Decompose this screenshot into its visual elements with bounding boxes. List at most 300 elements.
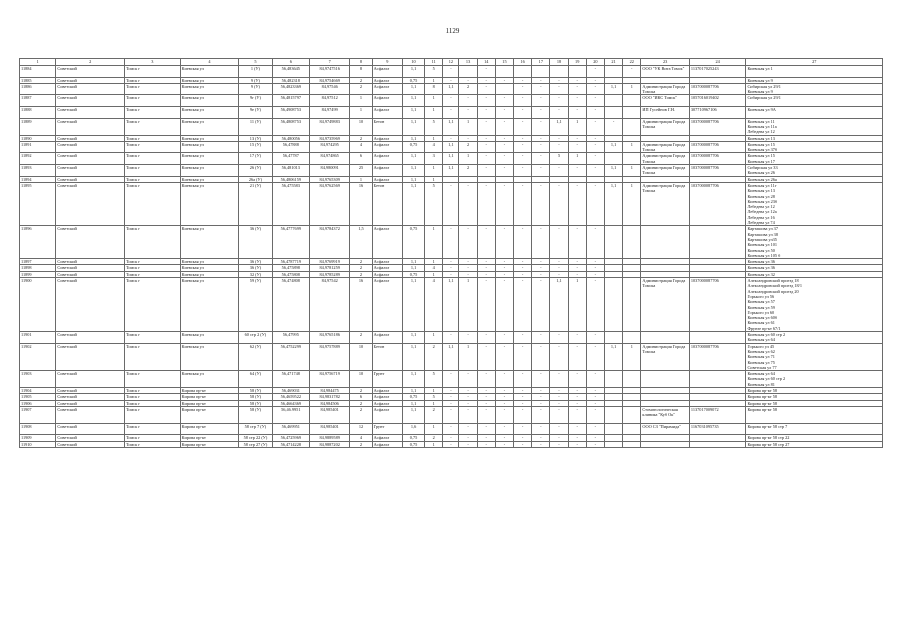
table-cell: 56,481013 xyxy=(272,165,309,177)
table-cell: Кирова пр-кт 58 xyxy=(746,394,883,400)
column-number: 2 xyxy=(56,59,125,66)
table-cell: 17 (У) xyxy=(239,153,272,165)
table-cell: 1037000087706 xyxy=(689,343,746,371)
table-cell: - xyxy=(532,165,550,177)
table-cell: - xyxy=(550,83,568,95)
table-cell: - xyxy=(568,400,586,406)
table-cell: - xyxy=(443,388,459,394)
table-cell: 1137017009072 xyxy=(689,406,746,423)
table-cell: Томск г xyxy=(125,77,181,83)
table-cell: Администрация Города Томска xyxy=(641,118,690,135)
table-cell: ООО "ИКС Томск" xyxy=(641,95,690,107)
table-cell: Киевская ул 36 xyxy=(746,259,883,265)
table-cell: Киевская ул xyxy=(180,77,239,83)
table-cell: 5 xyxy=(425,66,443,78)
table-cell: 11889 xyxy=(20,118,56,135)
table-cell: 1,6 xyxy=(402,423,424,435)
table-cell: 56,4777699 xyxy=(272,226,309,259)
table-cell: 3 xyxy=(425,153,443,165)
table-cell xyxy=(514,66,532,78)
table-cell: Томск г xyxy=(125,226,181,259)
table-cell: - xyxy=(586,153,604,165)
table-cell: 1137017025243 xyxy=(689,66,746,78)
table-cell: 5 xyxy=(425,394,443,400)
table-cell: 58 (У) xyxy=(239,394,272,400)
table-row xyxy=(20,226,883,259)
table-cell: 1 xyxy=(568,278,586,332)
table-cell: Киевская ул 26а xyxy=(746,176,883,182)
table-row xyxy=(20,371,883,388)
table-cell: - xyxy=(568,165,586,177)
table-cell: 9 (У) xyxy=(239,77,272,83)
table-cell: - xyxy=(459,77,477,83)
table-cell: 2 xyxy=(459,141,477,153)
table-cell: Советский xyxy=(56,371,125,388)
table-cell: - xyxy=(532,441,550,447)
table-cell: 84,984506 xyxy=(309,400,349,406)
table-cell: 11892 xyxy=(20,153,56,165)
table-cell: - xyxy=(586,118,604,135)
table-cell: 84,985401 xyxy=(309,406,349,423)
table-cell: 11897 xyxy=(20,259,56,265)
table-cell: 11891 xyxy=(20,141,56,153)
table-cell: Киевская ул 11г Киевская ул 13 Киевская ул 28 Киевская ул 23б Лебедева ул 12 Лебедева ул 12а Лебедева ул 16 Лебедева ул 74 xyxy=(746,182,883,225)
table-cell: - xyxy=(514,441,532,447)
column-number: 12 xyxy=(443,59,459,66)
table-cell: 1,1 xyxy=(443,141,459,153)
table-cell: 1 xyxy=(425,423,443,435)
table-cell: 58 стр 7 (У) xyxy=(239,423,272,435)
table-cell: - xyxy=(477,118,495,135)
table-cell: - xyxy=(532,153,550,165)
table-cell: 1037000087706 xyxy=(689,182,746,225)
table-cell xyxy=(623,153,641,165)
table-cell xyxy=(604,107,622,119)
table-cell: 56,475583 xyxy=(272,182,309,225)
table-cell: 36 (У) xyxy=(239,265,272,271)
table-cell: - xyxy=(586,182,604,225)
table-cell: 1,1 xyxy=(402,118,424,135)
table-cell xyxy=(623,226,641,259)
table-cell: - xyxy=(568,226,586,259)
table-cell: 1 xyxy=(425,95,443,107)
table-cell: Сибирская ул 29/1 xyxy=(746,95,883,107)
table-cell: - xyxy=(477,406,495,423)
table-row xyxy=(20,182,883,225)
column-number: 17 xyxy=(532,59,550,66)
table-cell: Советский xyxy=(56,271,125,277)
table-cell: Киевская ул 64 Киевская ул 60 стр 2 Киевская ул 81 xyxy=(746,371,883,388)
table-cell: - xyxy=(495,226,513,259)
table-cell: 2 xyxy=(350,400,372,406)
table-cell: 84,9765186 xyxy=(309,332,349,344)
table-cell: Советский xyxy=(56,95,125,107)
table-cell: - xyxy=(586,435,604,441)
table-cell: 10 xyxy=(350,118,372,135)
table-cell: 11895 xyxy=(20,182,56,225)
table-cell: 0,75 xyxy=(402,226,424,259)
table-cell: 9е (У) xyxy=(239,107,272,119)
table-cell: - xyxy=(568,271,586,277)
table-cell: - xyxy=(443,271,459,277)
table-cell: 84,9765309 xyxy=(309,176,349,182)
table-cell: 1,1 xyxy=(443,278,459,332)
column-number: 8 xyxy=(350,59,372,66)
table-cell: Томск г xyxy=(125,278,181,332)
table-cell: 1,1 xyxy=(402,153,424,165)
table-cell: - xyxy=(514,83,532,95)
table-cell: - xyxy=(459,400,477,406)
table-cell: - xyxy=(532,77,550,83)
table-cell: Киевская ул xyxy=(180,265,239,271)
table-cell: - xyxy=(550,400,568,406)
table-cell: 84,9831782 xyxy=(309,394,349,400)
table-cell: Горького ул 45 Киевская ул 62 Киевская ул 71 Киевская ул 75 Советская ул 77 xyxy=(746,343,883,371)
table-cell: - xyxy=(586,107,604,119)
table-cell: - xyxy=(586,77,604,83)
table-cell: Советский xyxy=(56,441,125,447)
table-cell: - xyxy=(532,265,550,271)
table-cell: - xyxy=(514,388,532,394)
table-cell: 0,75 xyxy=(402,394,424,400)
column-number: 23 xyxy=(641,59,690,66)
table-cell: Томск г xyxy=(125,394,181,400)
table-cell: - xyxy=(532,423,550,435)
table-cell: 4 xyxy=(425,278,443,332)
column-number: 18 xyxy=(550,59,568,66)
table-cell: Бетон xyxy=(372,118,402,135)
table-cell: - xyxy=(514,95,532,107)
table-cell xyxy=(623,423,641,435)
table-cell: 84,974295 xyxy=(309,141,349,153)
table-cell: - xyxy=(459,95,477,107)
table-cell: - xyxy=(568,107,586,119)
table-cell: - xyxy=(477,182,495,225)
table-cell: - xyxy=(443,66,459,78)
table-cell: Томск г xyxy=(125,388,181,394)
table-cell: 1 xyxy=(425,135,443,141)
table-cell: 2 xyxy=(350,83,372,95)
table-cell: 60 стр 2 (У) xyxy=(239,332,272,344)
table-cell: Томск г xyxy=(125,371,181,388)
table-cell: - xyxy=(514,271,532,277)
table-cell: 2 xyxy=(350,77,372,83)
table-cell: 2 xyxy=(425,435,443,441)
table-cell: 12 xyxy=(350,423,372,435)
table-cell: 84,97542 xyxy=(309,278,349,332)
table-cell: Томск г xyxy=(125,107,181,119)
table-cell: - xyxy=(568,135,586,141)
table-cell: - xyxy=(532,182,550,225)
table-cell xyxy=(495,66,513,78)
table-cell: - xyxy=(443,135,459,141)
table-cell: 84,9784372 xyxy=(309,226,349,259)
table-cell: 1,1 xyxy=(402,259,424,265)
table-cell: 1 xyxy=(425,332,443,344)
table-cell xyxy=(689,371,746,388)
table-cell: 84,97499 xyxy=(309,107,349,119)
table-cell: 56,46.9951 xyxy=(272,406,309,423)
table-cell: - xyxy=(532,226,550,259)
table-cell: 1 xyxy=(623,343,641,371)
table-row xyxy=(20,153,883,165)
table-cell: - xyxy=(443,423,459,435)
table-cell: 4 xyxy=(350,435,372,441)
table-cell: Асфальт xyxy=(372,135,402,141)
table-cell: 58 стр 22 (У) xyxy=(239,435,272,441)
table-row xyxy=(20,118,883,135)
table-cell: Советский xyxy=(56,265,125,271)
table-cell: - xyxy=(550,332,568,344)
table-cell: 25 xyxy=(350,165,372,177)
table-cell: - xyxy=(586,371,604,388)
table-cell: Киевская ул xyxy=(180,153,239,165)
table-cell xyxy=(641,371,690,388)
column-number: 20 xyxy=(586,59,604,66)
table-cell: - xyxy=(495,343,513,371)
table-cell: - xyxy=(514,423,532,435)
table-row xyxy=(20,343,883,371)
table-cell: Томск г xyxy=(125,265,181,271)
table-cell: Кирова пр-кт xyxy=(180,441,239,447)
table-cell: 1 xyxy=(623,165,641,177)
table-cell: 0,75 xyxy=(402,271,424,277)
table-cell: 1 xyxy=(425,271,443,277)
table-cell: - xyxy=(477,226,495,259)
table-cell: 2 xyxy=(350,259,372,265)
table-cell: - xyxy=(443,95,459,107)
table-cell: 1 xyxy=(425,226,443,259)
table-cell: - xyxy=(586,165,604,177)
table-row xyxy=(20,332,883,344)
column-number: 16 xyxy=(514,59,532,66)
table-cell xyxy=(604,278,622,332)
table-cell: - xyxy=(550,265,568,271)
table-cell: - xyxy=(459,423,477,435)
table-row xyxy=(20,141,883,153)
table-cell: 1 xyxy=(425,176,443,182)
table-cell: 1 xyxy=(568,153,586,165)
table-cell: Сибирская ул 33 Киевская ул 26 xyxy=(746,165,883,177)
table-cell: - xyxy=(495,107,513,119)
table-cell: 1037000087706 xyxy=(689,165,746,177)
table-cell: Томск г xyxy=(125,332,181,344)
column-number: 21 xyxy=(604,59,622,66)
table-cell xyxy=(689,226,746,259)
table-cell: - xyxy=(532,107,550,119)
table-cell: Советский xyxy=(56,394,125,400)
table-cell: - xyxy=(443,371,459,388)
table-cell: 11898 xyxy=(20,265,56,271)
table-cell: - xyxy=(568,259,586,265)
table-cell: - xyxy=(586,66,604,78)
table-cell: Советский xyxy=(56,259,125,265)
table-cell: Асфальт xyxy=(372,141,402,153)
table-cell: Томск г xyxy=(125,66,181,78)
table-cell: - xyxy=(550,406,568,423)
table-cell: - xyxy=(495,135,513,141)
table-cell xyxy=(689,441,746,447)
table-cell: 56,47888 xyxy=(272,141,309,153)
table-cell: 1,1 xyxy=(402,406,424,423)
column-number: 19 xyxy=(568,59,586,66)
register-table xyxy=(19,58,883,448)
table-cell: Киевская ул 1 xyxy=(746,66,883,78)
table-row xyxy=(20,95,883,107)
table-cell: 84,9781259 xyxy=(309,265,349,271)
table-cell: Киевская ул 15 Киевская ул 37б xyxy=(746,141,883,153)
table-cell: 1037000087706 xyxy=(689,141,746,153)
table-cell: Томск г xyxy=(125,135,181,141)
table-cell: - xyxy=(532,259,550,265)
table-cell: Киевская ул xyxy=(180,182,239,225)
table-cell: Бетон xyxy=(372,343,402,371)
table-cell: 36 (У) xyxy=(239,226,272,259)
table-cell: - xyxy=(477,95,495,107)
table-cell: Асфальт xyxy=(372,265,402,271)
table-cell: - xyxy=(550,141,568,153)
table-cell xyxy=(623,406,641,423)
table-cell: 84,9762569 xyxy=(309,182,349,225)
table-cell: 58 (У) xyxy=(239,388,272,394)
table-cell: Администрация Города Томска xyxy=(641,165,690,177)
table-cell: ООО "УК Вита Томск" xyxy=(641,66,690,78)
table-cell: 11896 xyxy=(20,226,56,259)
table-cell: - xyxy=(532,95,550,107)
table-cell: Киевская ул 36 xyxy=(746,265,883,271)
table-cell xyxy=(604,423,622,435)
table-cell: Киевская ул xyxy=(180,135,239,141)
table-cell: Кирова пр-кт 58 xyxy=(746,400,883,406)
table-cell: 1,1 xyxy=(402,332,424,344)
table-cell: Советский xyxy=(56,400,125,406)
table-cell xyxy=(623,118,641,135)
table-cell: - xyxy=(443,400,459,406)
table-row xyxy=(20,165,883,177)
table-cell: Томск г xyxy=(125,83,181,95)
table-cell: Александровский проезд 18 Александровский проезд 18/1 Александровский проезд 20 Горького ул 56 Киевская ул 57 Киевская ул 59 Горького ул 60 Киевская ул 60б Киевская ул 61 Фрунзе пр-кт 67/1 xyxy=(746,278,883,332)
table-cell: - xyxy=(477,83,495,95)
table-cell: 1,1 xyxy=(402,278,424,332)
table-cell: 1 xyxy=(623,182,641,225)
table-cell: 1,1 xyxy=(443,165,459,177)
table-cell: 1 xyxy=(459,278,477,332)
table-cell: - xyxy=(586,265,604,271)
column-number: 5 xyxy=(239,59,272,66)
table-cell: - xyxy=(514,265,532,271)
table-cell: - xyxy=(532,394,550,400)
table-cell: Томск г xyxy=(125,343,181,371)
table-cell: 2 xyxy=(459,165,477,177)
table-cell: - xyxy=(568,182,586,225)
table-cell: Советский xyxy=(56,406,125,423)
table-cell: 9 (У) xyxy=(239,83,272,95)
table-cell: - xyxy=(495,332,513,344)
table-cell: Киевская ул 9А xyxy=(746,107,883,119)
table-cell: - xyxy=(477,141,495,153)
table-cell: - xyxy=(477,135,495,141)
table-cell: - xyxy=(495,153,513,165)
table-cell: Киевская ул xyxy=(180,271,239,277)
table-cell: 11905 xyxy=(20,394,56,400)
table-cell: 56,4787719 xyxy=(272,259,309,265)
table-cell: Советский xyxy=(56,118,125,135)
table-cell: Киевская ул 32 xyxy=(746,271,883,277)
table-cell: 1 xyxy=(350,107,372,119)
table-row xyxy=(20,423,883,435)
table-cell: - xyxy=(459,226,477,259)
table-cell: - xyxy=(568,423,586,435)
table-cell: - xyxy=(495,423,513,435)
table-cell: - xyxy=(459,435,477,441)
table-cell: Киевская ул xyxy=(180,343,239,371)
table-cell: - xyxy=(568,343,586,371)
table-cell: - xyxy=(459,265,477,271)
table-cell: - xyxy=(532,388,550,394)
table-cell xyxy=(604,406,622,423)
table-cell: Киевская ул 11 Киевская ул 11а Лебедева ул 12 xyxy=(746,118,883,135)
table-cell: 1,1 xyxy=(550,118,568,135)
table-cell: - xyxy=(477,332,495,344)
table-cell xyxy=(641,332,690,344)
table-cell: 56,469031 xyxy=(272,388,309,394)
table-cell: Советский xyxy=(56,141,125,153)
table-cell: - xyxy=(477,423,495,435)
table-cell xyxy=(568,66,586,78)
table-cell: 84,980091 xyxy=(309,165,349,177)
table-cell: Советский xyxy=(56,278,125,332)
table-cell: 1,1 xyxy=(604,165,622,177)
table-cell: - xyxy=(443,394,459,400)
table-cell: - xyxy=(459,388,477,394)
table-row xyxy=(20,278,883,332)
table-cell: Советский xyxy=(56,182,125,225)
page-number: 1129 xyxy=(445,27,460,35)
table-cell: 84,9756719 xyxy=(309,371,349,388)
table-cell: - xyxy=(550,394,568,400)
table-cell: 56,4823369 xyxy=(272,83,309,95)
table-cell: Кирова пр-кт 58 стр 27 xyxy=(746,441,883,447)
table-cell: Администрация Города Томска xyxy=(641,343,690,371)
table-cell: 5 xyxy=(550,153,568,165)
table-cell: - xyxy=(459,271,477,277)
table-cell: 84,9747516 xyxy=(309,66,349,78)
table-cell: - xyxy=(568,332,586,344)
table-cell: Карташова ул 37 Карташова ул 38 Карташова ул35 Киевская ул 101 Киевская ул 50 Киевская ул 105 б xyxy=(746,226,883,259)
table-cell: 5 xyxy=(425,371,443,388)
table-cell: Асфальт xyxy=(372,66,402,78)
table-cell: 1 xyxy=(425,165,443,177)
table-row xyxy=(20,406,883,423)
table-cell: Томск г xyxy=(125,406,181,423)
table-cell: Томск г xyxy=(125,400,181,406)
table-cell: 2 xyxy=(425,406,443,423)
table-cell: - xyxy=(443,259,459,265)
table-cell: ИП Гусейнов Г.Н. xyxy=(641,107,690,119)
column-number: 4 xyxy=(180,59,239,66)
table-cell: Киевская ул xyxy=(180,95,239,107)
column-number: 7 xyxy=(309,59,349,66)
table-cell: 84,9785289 xyxy=(309,271,349,277)
table-cell: Томск г xyxy=(125,259,181,265)
table-cell: Томск г xyxy=(125,165,181,177)
table-cell: 1 xyxy=(425,107,443,119)
table-cell: 1 xyxy=(425,77,443,83)
table-cell: - xyxy=(514,118,532,135)
table-cell: - xyxy=(568,265,586,271)
table-cell: 56,4808753 xyxy=(272,118,309,135)
table-cell: 5 xyxy=(425,182,443,225)
